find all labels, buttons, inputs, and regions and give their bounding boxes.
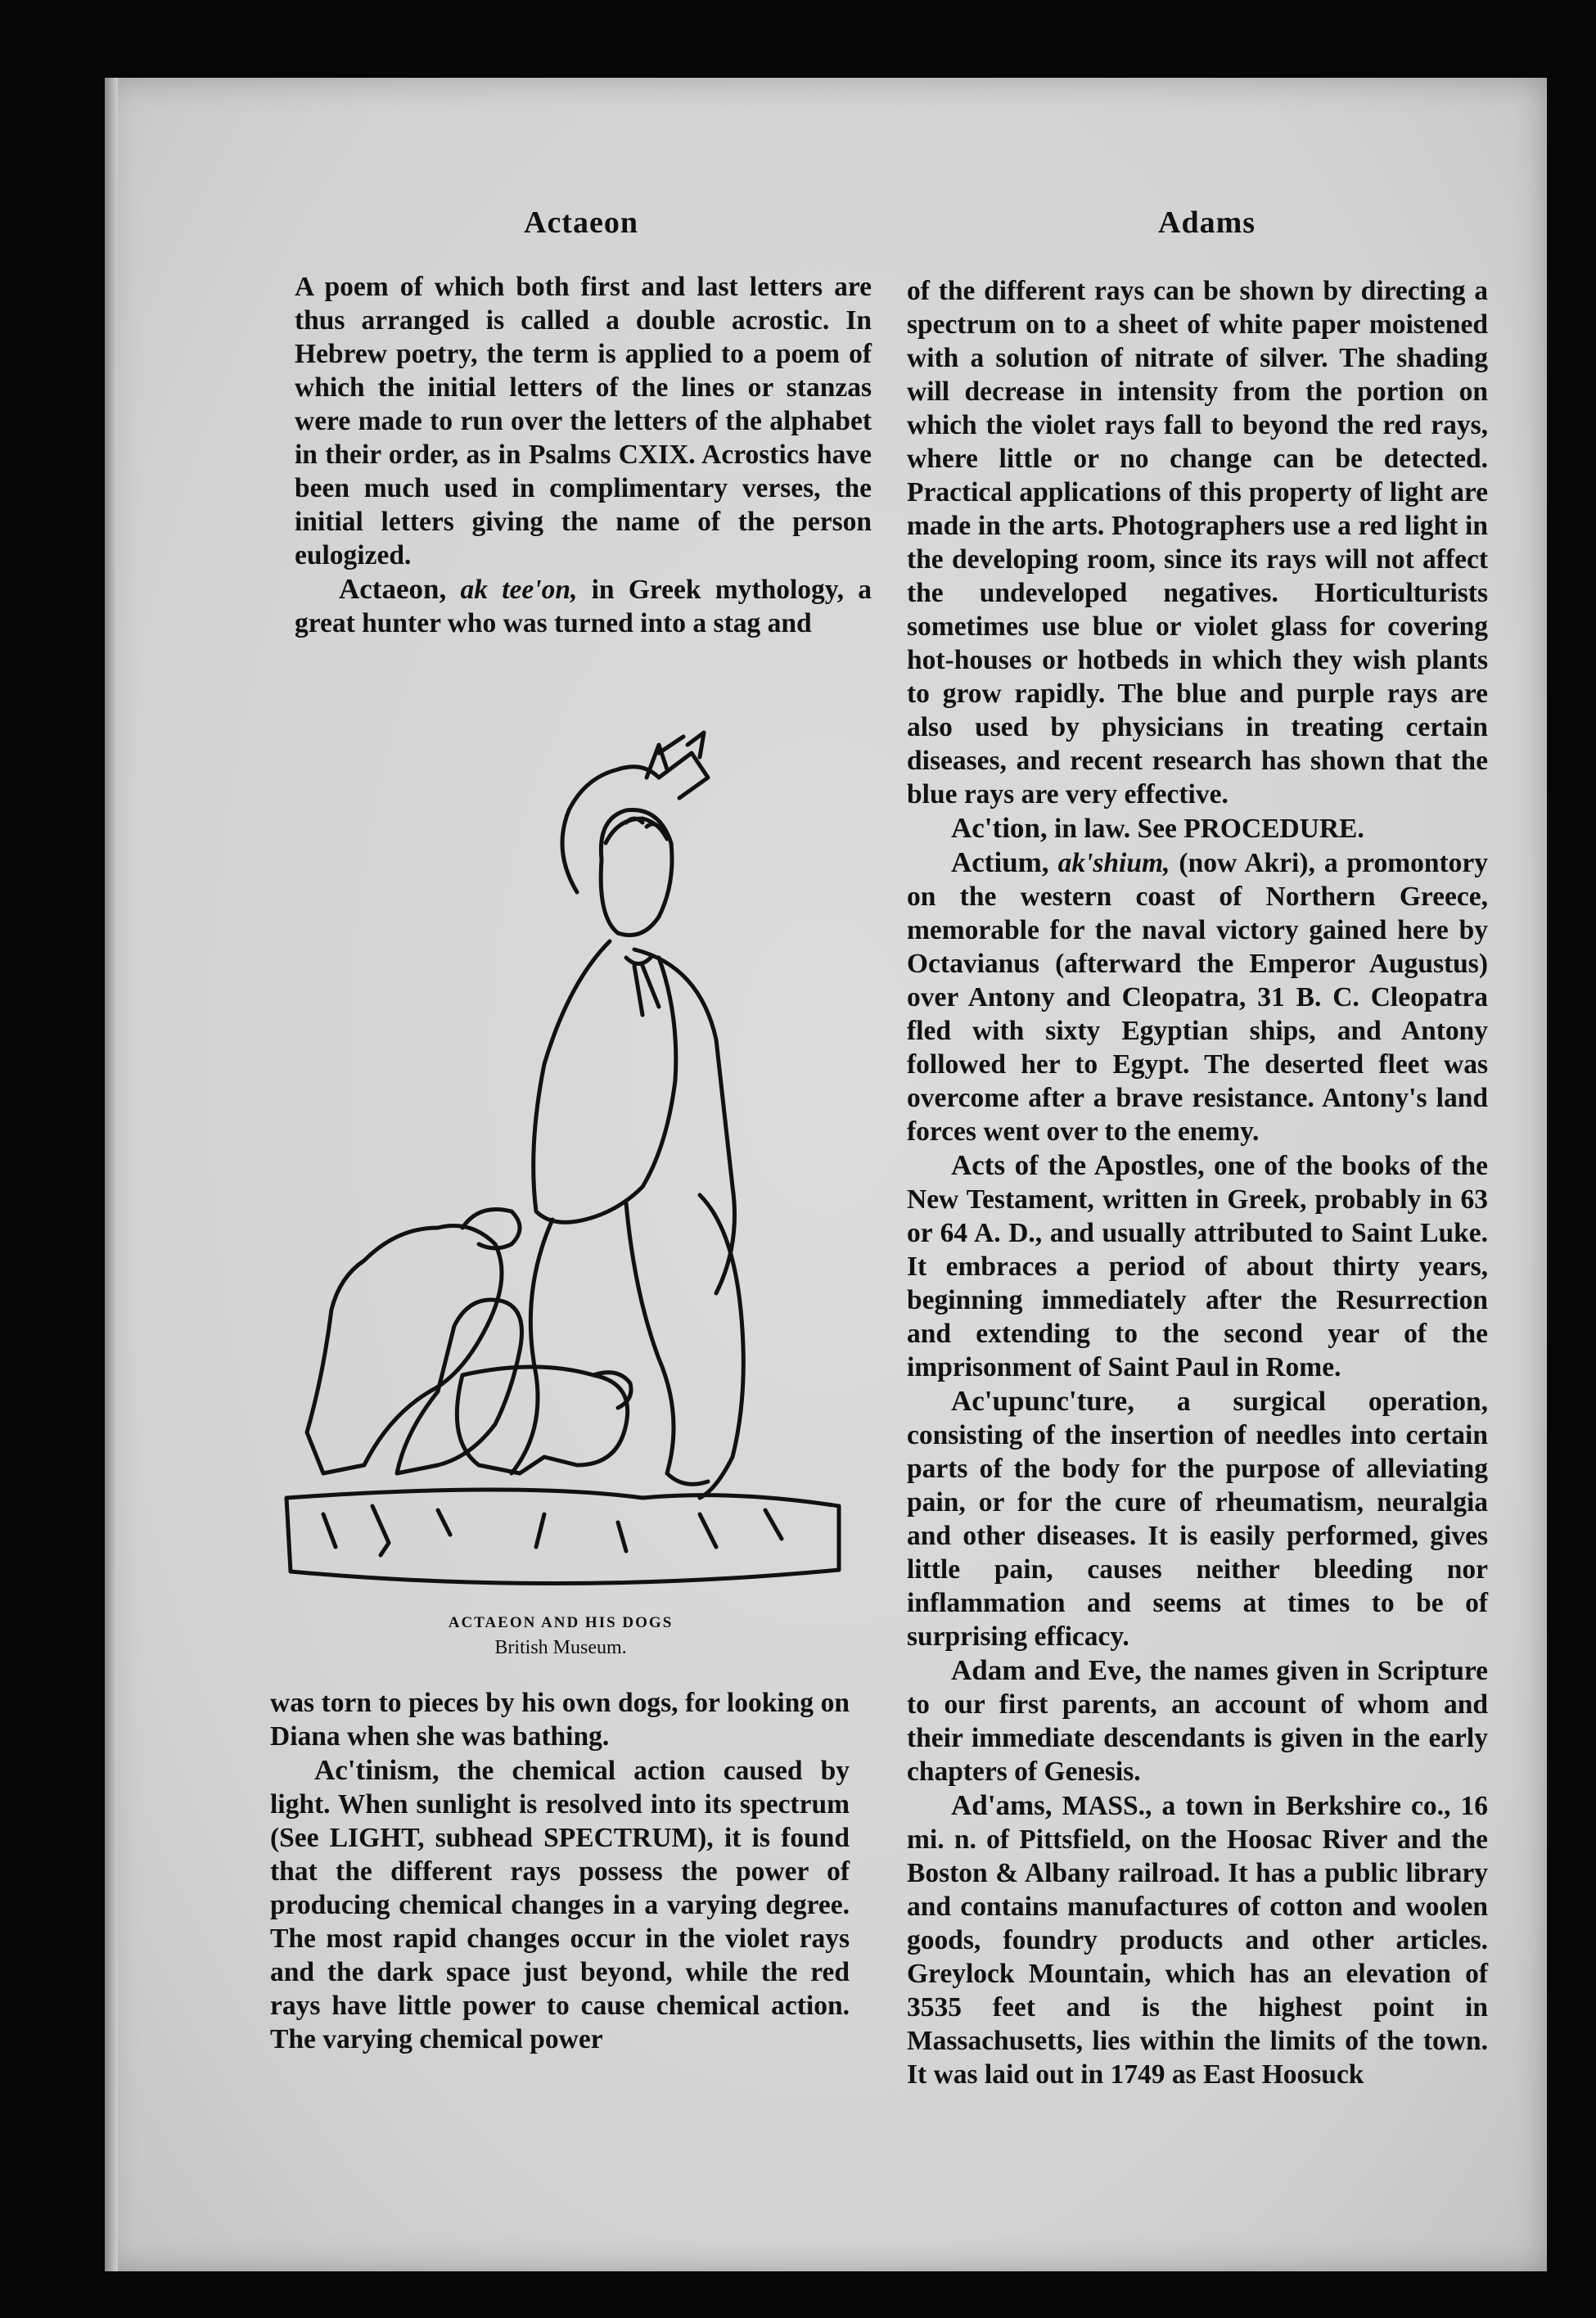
pronunciation-actium: ak'shium,	[1057, 848, 1170, 878]
left-leg	[512, 1220, 552, 1473]
headword-acupuncture: Ac'upunc'ture,	[951, 1385, 1134, 1417]
raised-arm	[562, 753, 708, 892]
dog-bottom	[457, 1367, 627, 1473]
actaeon-statue-illustration	[274, 655, 847, 1621]
caption-title: ACTAEON AND HIS DOGS	[448, 1614, 674, 1631]
pronunciation-actaeon: ak tee'on,	[460, 575, 578, 605]
base-cracks	[323, 1506, 782, 1555]
torso	[534, 941, 676, 1222]
cloak-drape	[634, 949, 735, 1293]
entry-adam-and-eve	[907, 1653, 1488, 1788]
page-gutter-edge	[105, 78, 118, 2271]
running-head-right: Adams	[1158, 205, 1256, 240]
headword-action: Ac'tion,	[951, 812, 1048, 844]
left-column-top	[295, 270, 872, 640]
left-column-bottom	[270, 1686, 850, 2056]
entry-adams-text: MASS., a town in Berkshire co., 16 mi. n. of Pittsfield, on the Hoosac River and the Boston & Albany railroad. It has a public library and contains manufactures of cotton and woolen goods, foundry products and other articles. Greylock Mountain, which has an elevation of 3535 feet and is the highest point in Massachusetts, lies within the limits of the town. It was laid out in 1749 as East Hoosuck	[907, 1791, 1489, 2090]
entry-action-text: in law. See PROCEDURE.	[1054, 814, 1364, 844]
right-leg	[626, 1203, 708, 1484]
entry-actium-text: (now Akri), a promontory on the western coast of Northern Greece, memorable for the naval victory gained here by Octavianus (afterward the Emperor Augustus) over Antony and Cleopatra, 31 B. C. Cleopatra fled with sixty Egyptian ships, and Antony followed her to Egypt. The deserted fleet was overcome after a brave resistance. Antony's land forces went over to the enemy.	[907, 848, 1489, 1147]
actinism-continuation: of the different rays can be shown by directing a spectrum on to a sheet of white paper moistened with a solution of nitrate of silver. The shading will decrease in intensity from the portion on which the violet rays fall to beyond the red rays, where little or no change can be detected. Practical applications of this property of light are made in the arts. Photographers use a red light in the developing room, since its rays will not affect the undeveloped negatives. Horticulturists sometimes use blue or violet glass for covering hot-houses or hotbeds in which they wish plants to grow rapidly. The blue and purple rays are also used by physicians in treating certain diseases, and recent research has shown that the blue rays are very effective.	[907, 276, 1488, 809]
right-column	[907, 274, 1488, 2091]
entry-acts-text: one of the books of the New Testament, written in Greek, probably in 63 or 64 A. D., and usually attributed to Saint Luke. It embraces a period of about thirty years, beginning immediately after the Resurrection and extending to the second year of the imprisonment of Saint Paul in Rome.	[907, 1151, 1488, 1382]
headword-adam-and-eve: Adam and Eve,	[951, 1654, 1142, 1686]
dog-left	[307, 1226, 502, 1474]
headword-actium: Actium,	[951, 846, 1049, 878]
cloak-knot	[626, 958, 659, 1015]
entry-actaeon	[295, 572, 872, 640]
statue-base	[286, 1490, 839, 1584]
acrostic-paragraph: A poem of which both first and last letters are thus arranged is called a double acrostic. In Hebrew poetry, the term is applied to a poem of which the initial letters of the lines or stanzas were made to run over the letters of the alphabet in their order, as in Psalms CXIX. Acrostics have been much used in complimentary verses, the initial letters giving the name of the person eulogized.	[295, 272, 872, 570]
caption-source: British Museum.	[494, 1637, 627, 1658]
entry-action	[907, 811, 1488, 846]
entry-actium	[907, 846, 1488, 1148]
tree-trunk	[700, 1195, 743, 1498]
figure-caption	[274, 1611, 847, 1660]
entry-acupuncture	[907, 1384, 1488, 1653]
entry-actinism-text: the chemical action caused by light. When sunlight is resolved into its spectrum (See LIGHT, subhead SPECTRUM), it is found that the different rays possess the power of producing chemical changes in a varying degree. The most rapid changes occur in the violet rays and the dark space just beyond, while the red rays have little power to cause chemical action. The varying chemical power	[270, 1756, 850, 2054]
entry-actinism	[270, 1753, 850, 2056]
entry-adam-and-eve-text: the names given in Scripture to our first parents, an account of whom and their immediate descendants is given in the early chapters of Genesis.	[907, 1656, 1489, 1787]
running-head-left: Actaeon	[524, 205, 638, 240]
entry-acupuncture-text: a surgical operation, consisting of the insertion of needles into certain parts of the body for the purpose of alleviating pain, or for the cure of rheumatism, neuralgia and other diseases. It is easily performed, gives little pain, causes neither bleeding nor inflammation and seems at times to be of surprising efficacy.	[907, 1387, 1488, 1652]
entry-actaeon-text: in Greek mythology, a great hunter who was turned into a stag and	[295, 575, 872, 638]
entry-adams	[907, 1788, 1488, 2091]
actaeon-continuation: was torn to pieces by his own dogs, for looking on Diana when she was bathing.	[270, 1688, 850, 1752]
headword-actaeon: Actaeon,	[339, 573, 447, 605]
headword-actinism: Ac'tinism,	[314, 1754, 440, 1786]
headword-adams: Ad'ams,	[951, 1789, 1053, 1821]
entry-acts	[907, 1148, 1488, 1384]
headword-acts: Acts of the Apostles,	[951, 1149, 1205, 1181]
